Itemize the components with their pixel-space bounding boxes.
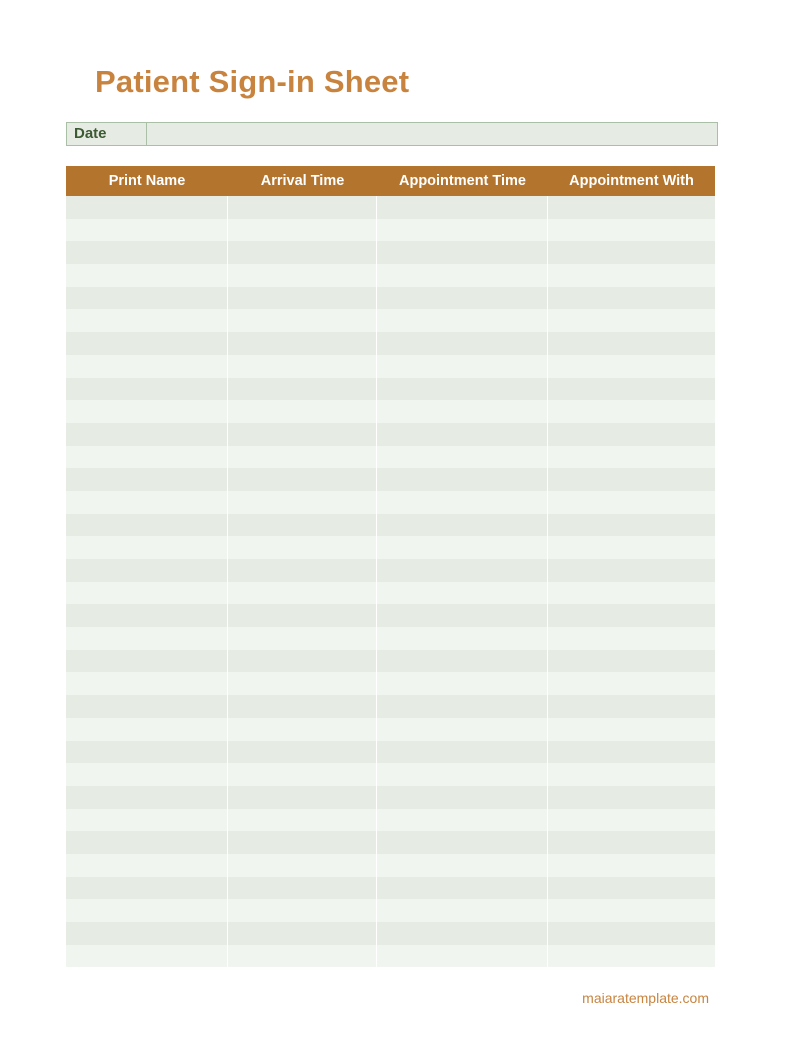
print-name-cell[interactable] — [66, 446, 228, 469]
appointment-time-cell[interactable] — [377, 741, 548, 764]
arrival-time-cell[interactable] — [228, 672, 377, 695]
print-name-cell[interactable] — [66, 854, 228, 877]
print-name-cell[interactable] — [66, 831, 228, 854]
appointment-time-cell[interactable] — [377, 627, 548, 650]
table-row — [66, 355, 715, 378]
print-name-cell[interactable] — [66, 468, 228, 491]
table-row — [66, 241, 715, 264]
print-name-cell[interactable] — [66, 786, 228, 809]
print-name-cell[interactable] — [66, 809, 228, 832]
appointment-with-cell[interactable] — [548, 809, 715, 832]
print-name-cell[interactable] — [66, 423, 228, 446]
appointment-with-cell[interactable] — [548, 899, 715, 922]
appointment-with-cell[interactable] — [548, 945, 715, 968]
print-name-cell[interactable] — [66, 196, 228, 219]
arrival-time-cell[interactable] — [228, 196, 377, 219]
appointment-with-cell[interactable] — [548, 604, 715, 627]
print-name-cell[interactable] — [66, 922, 228, 945]
print-name-cell[interactable] — [66, 627, 228, 650]
sign-in-table — [66, 166, 715, 967]
column-header-arrival-time: Arrival Time — [260, 173, 345, 189]
table-row — [66, 536, 715, 559]
appointment-with-cell[interactable] — [548, 309, 715, 332]
appointment-with-cell[interactable] — [548, 877, 715, 900]
appointment-time-cell[interactable] — [377, 446, 548, 469]
appointment-time-cell[interactable] — [377, 831, 548, 854]
table-row — [66, 945, 715, 968]
appointment-time-cell[interactable] — [377, 718, 548, 741]
appointment-time-cell[interactable] — [377, 241, 548, 264]
appointment-with-cell[interactable] — [548, 695, 715, 718]
appointment-with-cell[interactable] — [548, 468, 715, 491]
appointment-time-cell[interactable] — [377, 536, 548, 559]
arrival-time-cell[interactable] — [228, 604, 377, 627]
table-row — [66, 741, 715, 764]
appointment-with-cell[interactable] — [548, 786, 715, 809]
table-row — [66, 400, 715, 423]
appointment-with-cell[interactable] — [548, 559, 715, 582]
arrival-time-cell[interactable] — [228, 491, 377, 514]
footer-site-link[interactable]: maiaratemplate.com — [582, 990, 709, 1006]
print-name-cell[interactable] — [66, 400, 228, 423]
table-row — [66, 786, 715, 809]
table-row — [66, 582, 715, 605]
table-row — [66, 559, 715, 582]
arrival-time-cell[interactable] — [228, 763, 377, 786]
table-row — [66, 809, 715, 832]
appointment-with-cell[interactable] — [548, 287, 715, 310]
arrival-time-cell[interactable] — [228, 241, 377, 264]
arrival-time-cell[interactable] — [228, 786, 377, 809]
arrival-time-cell[interactable] — [228, 309, 377, 332]
print-name-cell[interactable] — [66, 741, 228, 764]
print-name-cell[interactable] — [66, 559, 228, 582]
print-name-cell[interactable] — [66, 287, 228, 310]
appointment-with-cell[interactable] — [548, 219, 715, 242]
appointment-with-cell[interactable] — [548, 582, 715, 605]
appointment-with-cell[interactable] — [548, 423, 715, 446]
appointment-with-cell[interactable] — [548, 854, 715, 877]
appointment-with-cell[interactable] — [548, 831, 715, 854]
appointment-time-cell[interactable] — [377, 423, 548, 446]
appointment-with-cell[interactable] — [548, 332, 715, 355]
print-name-cell[interactable] — [66, 241, 228, 264]
column-header-appointment-with: Appointment With — [569, 173, 694, 189]
appointment-with-cell[interactable] — [548, 650, 715, 673]
appointment-with-cell[interactable] — [548, 196, 715, 219]
arrival-time-cell[interactable] — [228, 400, 377, 423]
appointment-with-cell[interactable] — [548, 264, 715, 287]
table-row — [66, 695, 715, 718]
arrival-time-cell[interactable] — [228, 468, 377, 491]
appointment-time-cell[interactable] — [377, 604, 548, 627]
arrival-time-cell[interactable] — [228, 809, 377, 832]
table-row — [66, 219, 715, 242]
arrival-time-cell[interactable] — [228, 287, 377, 310]
arrival-time-cell[interactable] — [228, 899, 377, 922]
print-name-cell[interactable] — [66, 219, 228, 242]
arrival-time-cell[interactable] — [228, 877, 377, 900]
print-name-cell[interactable] — [66, 514, 228, 537]
table-row — [66, 514, 715, 537]
appointment-with-cell[interactable] — [548, 491, 715, 514]
appointment-with-cell[interactable] — [548, 536, 715, 559]
appointment-with-cell[interactable] — [548, 763, 715, 786]
arrival-time-cell[interactable] — [228, 423, 377, 446]
table-row — [66, 672, 715, 695]
arrival-time-cell[interactable] — [228, 945, 377, 968]
appointment-with-cell[interactable] — [548, 718, 715, 741]
table-row — [66, 627, 715, 650]
arrival-time-cell[interactable] — [228, 695, 377, 718]
appointment-with-cell[interactable] — [548, 672, 715, 695]
appointment-time-cell[interactable] — [377, 559, 548, 582]
appointment-with-cell[interactable] — [548, 741, 715, 764]
appointment-with-cell[interactable] — [548, 922, 715, 945]
table-row — [66, 309, 715, 332]
appointment-time-cell[interactable] — [377, 763, 548, 786]
table-row — [66, 196, 715, 219]
appointment-time-cell[interactable] — [377, 355, 548, 378]
appointment-time-cell[interactable] — [377, 309, 548, 332]
table-row — [66, 264, 715, 287]
arrival-time-cell[interactable] — [228, 514, 377, 537]
appointment-time-cell[interactable] — [377, 196, 548, 219]
appointment-time-cell[interactable] — [377, 809, 548, 832]
table-body — [66, 196, 715, 967]
print-name-cell[interactable] — [66, 877, 228, 900]
table-row — [66, 718, 715, 741]
print-name-cell[interactable] — [66, 536, 228, 559]
page-title: Patient Sign-in Sheet — [95, 64, 410, 99]
appointment-time-cell[interactable] — [377, 491, 548, 514]
arrival-time-cell[interactable] — [228, 355, 377, 378]
table-row — [66, 650, 715, 673]
arrival-time-cell[interactable] — [228, 627, 377, 650]
print-name-cell[interactable] — [66, 264, 228, 287]
table-row — [66, 378, 715, 401]
arrival-time-cell[interactable] — [228, 219, 377, 242]
print-name-cell[interactable] — [66, 945, 228, 968]
appointment-time-cell[interactable] — [377, 945, 548, 968]
table-row — [66, 446, 715, 469]
arrival-time-cell[interactable] — [228, 446, 377, 469]
date-row — [66, 122, 718, 146]
print-name-cell[interactable] — [66, 582, 228, 605]
appointment-time-cell[interactable] — [377, 877, 548, 900]
arrival-time-cell[interactable] — [228, 650, 377, 673]
table-row — [66, 491, 715, 514]
appointment-with-cell[interactable] — [548, 627, 715, 650]
appointment-with-cell[interactable] — [548, 400, 715, 423]
appointment-with-cell[interactable] — [548, 378, 715, 401]
appointment-with-cell[interactable] — [548, 241, 715, 264]
print-name-cell[interactable] — [66, 332, 228, 355]
appointment-time-cell[interactable] — [377, 582, 548, 605]
arrival-time-cell[interactable] — [228, 831, 377, 854]
arrival-time-cell[interactable] — [228, 922, 377, 945]
table-header — [66, 166, 715, 196]
arrival-time-cell[interactable] — [228, 854, 377, 877]
table-row — [66, 877, 715, 900]
appointment-time-cell[interactable] — [377, 854, 548, 877]
print-name-cell[interactable] — [66, 763, 228, 786]
table-row — [66, 332, 715, 355]
appointment-with-cell[interactable] — [548, 355, 715, 378]
appointment-time-cell[interactable] — [377, 378, 548, 401]
appointment-time-cell[interactable] — [377, 468, 548, 491]
table-row — [66, 831, 715, 854]
arrival-time-cell[interactable] — [228, 378, 377, 401]
print-name-cell[interactable] — [66, 378, 228, 401]
appointment-with-cell[interactable] — [548, 446, 715, 469]
appointment-time-cell[interactable] — [377, 650, 548, 673]
arrival-time-cell[interactable] — [228, 264, 377, 287]
column-header-appointment-time: Appointment Time — [398, 173, 526, 189]
table-row — [66, 423, 715, 446]
table-row — [66, 899, 715, 922]
column-header-print-name: Print Name — [108, 173, 186, 189]
appointment-time-cell[interactable] — [377, 332, 548, 355]
appointment-time-cell[interactable] — [377, 400, 548, 423]
appointment-time-cell[interactable] — [377, 899, 548, 922]
table-row — [66, 922, 715, 945]
appointment-time-cell[interactable] — [377, 922, 548, 945]
print-name-cell[interactable] — [66, 309, 228, 332]
appointment-with-cell[interactable] — [548, 514, 715, 537]
table-row — [66, 854, 715, 877]
appointment-time-cell[interactable] — [377, 786, 548, 809]
print-name-cell[interactable] — [66, 355, 228, 378]
appointment-time-cell[interactable] — [377, 219, 548, 242]
appointment-time-cell[interactable] — [377, 672, 548, 695]
print-name-cell[interactable] — [66, 672, 228, 695]
arrival-time-cell[interactable] — [228, 582, 377, 605]
print-name-cell[interactable] — [66, 695, 228, 718]
appointment-time-cell[interactable] — [377, 264, 548, 287]
date-field[interactable] — [147, 123, 717, 145]
date-label: Date — [67, 123, 147, 145]
table-row — [66, 763, 715, 786]
appointment-time-cell[interactable] — [377, 287, 548, 310]
appointment-time-cell[interactable] — [377, 514, 548, 537]
print-name-cell[interactable] — [66, 718, 228, 741]
arrival-time-cell[interactable] — [228, 536, 377, 559]
print-name-cell[interactable] — [66, 491, 228, 514]
print-name-cell[interactable] — [66, 650, 228, 673]
table-row — [66, 287, 715, 310]
appointment-time-cell[interactable] — [377, 695, 548, 718]
arrival-time-cell[interactable] — [228, 718, 377, 741]
print-name-cell[interactable] — [66, 899, 228, 922]
table-row — [66, 604, 715, 627]
arrival-time-cell[interactable] — [228, 332, 377, 355]
arrival-time-cell[interactable] — [228, 741, 377, 764]
arrival-time-cell[interactable] — [228, 559, 377, 582]
print-name-cell[interactable] — [66, 604, 228, 627]
table-row — [66, 468, 715, 491]
